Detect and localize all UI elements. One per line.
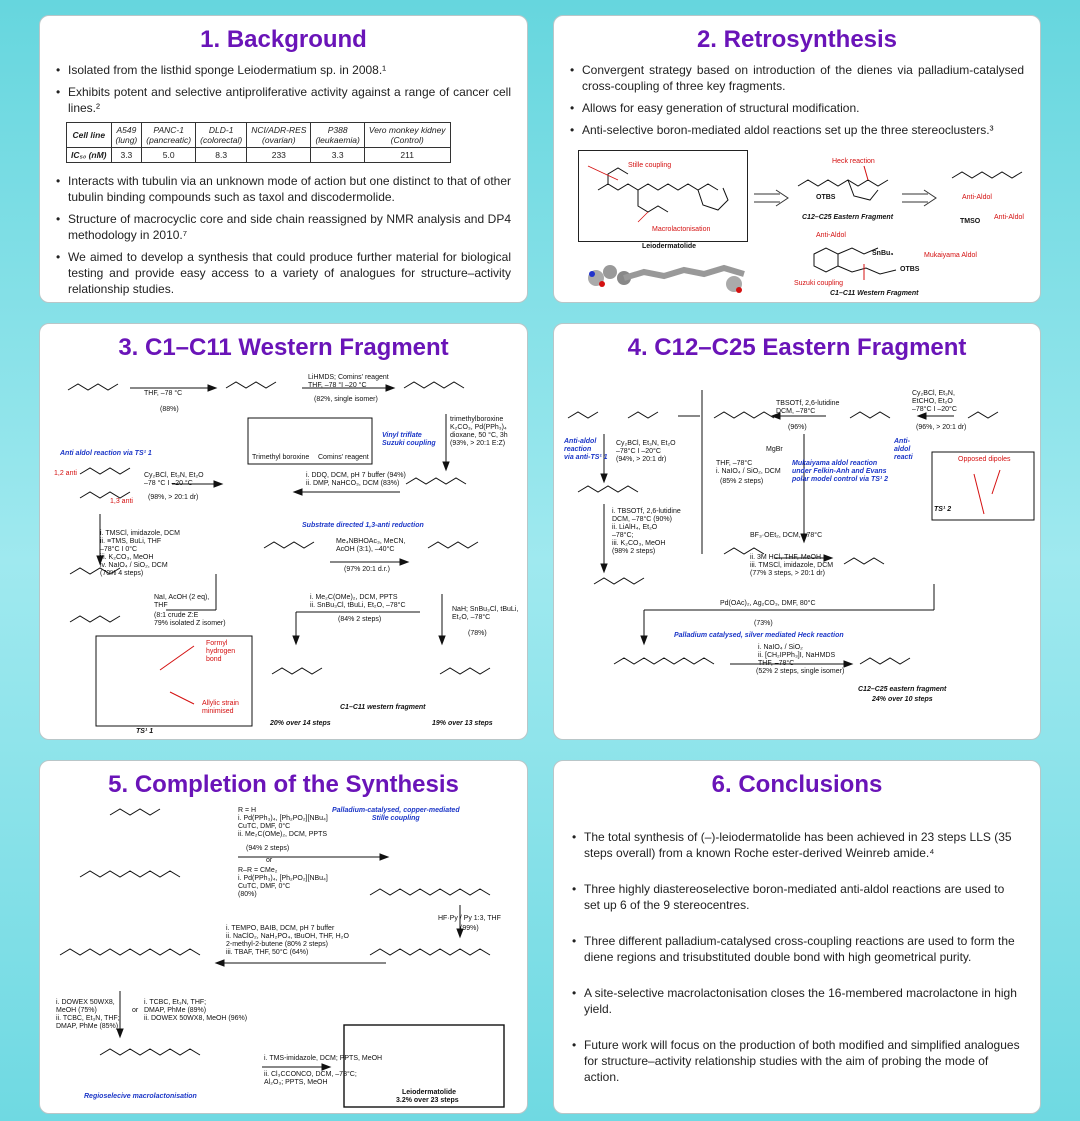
label: Cy₂BCl, Et₃N, Et₂O –78°C I –20°C (94%, > 20:1 dr): [616, 440, 676, 463]
table-cell: A549 (lung): [111, 123, 142, 148]
3d-model: [584, 254, 754, 303]
western-fragment-structure: [804, 240, 914, 284]
table-cell: P388 (leukaemia): [311, 123, 364, 148]
label: (82%, single isomer): [314, 396, 378, 403]
table-cell: DLD-1 (colorectal): [196, 123, 247, 148]
table-cell: 5.0: [142, 148, 196, 163]
label: C1–C11 Western Fragment: [830, 290, 919, 297]
retrosynthesis-scheme: [554, 146, 1041, 303]
bullet: • Three different palladium-catalysed cross-coupling reactions are used to form the diene regions and trisubstituted double bond with high geometrical purity.: [584, 933, 1022, 965]
eastern-fragment-structure: [794, 166, 904, 216]
label: TBSOTf, 2,6-lutidine DCM, –78°C: [776, 400, 840, 415]
bullet-list: [40, 173, 527, 297]
label: (88%): [160, 406, 179, 413]
label: SnBu₃: [872, 250, 894, 257]
label: 1,3 anti: [110, 498, 133, 505]
table-cell: 8.3: [196, 148, 247, 163]
label: ii. 3M HCl, THF, MeOH iii. TMSCl, imidazole, DCM (77% 3 steps, > 20:1 dr): [750, 554, 834, 577]
label: 20% over 14 steps: [270, 720, 331, 727]
bullet: • We aimed to develop a synthesis that could produce further material for biological testing and provide easy access to a variety of analogues for structure–activity relationship studies.: [68, 249, 511, 297]
bullet: • Exhibits potent and selective antiproliferative activity against a range of cancer cell lines.²: [68, 84, 511, 116]
label: i. DDQ, DCM, pH 7 buffer (94%) ii. DMP, NaHCO₃, DCM (83%): [306, 472, 406, 487]
label: Opposed dipoles: [958, 456, 1011, 463]
label: BF₃·OEt₂, DCM, –78°C: [750, 532, 823, 539]
label: TS¹ 1: [136, 728, 154, 735]
label: Mukaiyama Aldol: [924, 252, 977, 259]
label: i. TBSOTf, 2,6-lutidine DCM, –78°C (90%) ii. LiAlH₄, Et₂O –78°C; iii. K₂CO₃, MeOH (98% 2 steps): [612, 508, 681, 555]
label: Anti- aldol reacti: [894, 438, 913, 461]
retro-arrow: [754, 192, 790, 204]
label: Leiodermatolide: [402, 1089, 457, 1096]
label: C12–C25 Eastern Fragment: [802, 214, 894, 221]
label: OTBS: [816, 194, 836, 201]
label: Palladium catalysed, silver mediated Heck reaction: [674, 632, 844, 639]
label: i. TCBC, Et₃N, THF; DMAP, PhMe (89%) ii. DOWEX 50WX8, MeOH (96%): [144, 999, 248, 1022]
label: Macrolactonisation: [652, 226, 711, 233]
label: Heck reaction: [832, 158, 875, 165]
label: (8:1 crude Z:E 79% isolated Z isomer): [154, 612, 226, 627]
label: Allylic strain minimised: [202, 700, 239, 715]
label: 24% over 10 steps: [872, 696, 933, 703]
table-cell: PANC-1 (pancreatic): [142, 123, 196, 148]
western-scheme: [40, 374, 528, 740]
panel-western-fragment: [39, 323, 528, 740]
aldol-fragment-structure: [948, 164, 1032, 194]
label: Mukaiyama aldol reaction under Felkin-Anh and Evans polar model control via TS¹ 2: [792, 460, 889, 483]
panel-retrosynthesis: [553, 15, 1041, 303]
label: Anti-Aldol: [962, 194, 992, 201]
label: OTBS: [900, 266, 920, 273]
bullet-list: [554, 62, 1040, 138]
label: 1,2 anti: [54, 470, 77, 477]
label: TMSO: [960, 218, 981, 225]
completion-scheme: [40, 805, 528, 1114]
label: Cy₂BCl, Et₃N, Et₂O –78 °C I –20 °C: [144, 472, 204, 487]
label: i. TMSCl, imidazole, DCM ii. ≡TMS, BuLi, THF –78°C I 0°C iii. K₂CO₃, MeOH iv. NaIO₄ / SiO₂, DCM (70% 4 steps): [100, 530, 180, 577]
table-cell: 211: [364, 148, 450, 163]
label: (99%): [460, 925, 479, 932]
panel-conclusions: [553, 760, 1041, 1114]
label: TS¹ 2: [934, 506, 952, 513]
label: Anti-aldol reaction via anti-TS¹ 1: [564, 438, 608, 461]
table-cell: NCI/ADR-RES (ovarian): [247, 123, 311, 148]
label: C1–C11 western fragment: [340, 704, 426, 711]
label: (85% 2 steps): [720, 478, 764, 485]
eastern-scheme: [554, 374, 1041, 740]
label: Formyl hydrogen bond: [206, 640, 236, 663]
label: (94% 2 steps): [246, 845, 290, 852]
label: Leiodermatolide: [642, 243, 697, 250]
label: i. NaIO₄ / SiO₂ ii. [CH₂IPPh₃]I, NaHMDS THF, –78°C: [758, 644, 836, 667]
label: Comins' reagent: [318, 454, 369, 461]
label: R = H i. Pd(PPh₃)₄, [Ph₂PO₂][NBu₄] CuTC, DMF, 0°C ii. Me₂C(OMe)₂, DCM, PPTS: [238, 807, 328, 838]
label: Cy₂BCl, Et₃N, EtCHO, Et₂O –78°C I –20°C: [912, 390, 957, 413]
bullet: • The total synthesis of (–)-leiodermatolide has been achieved in 23 steps LLS (35 steps overall) from a known Roche ester-derived Weinreb amide.⁴: [584, 829, 1022, 861]
label: R–R = CMe₂ i. Pd(PPh₃)₄, [Ph₂PO₂][NBu₄] CuTC, DMF, 0°C (80%): [238, 867, 328, 898]
label: Me₄NBHOAc₃, MeCN, AcOH (3:1), –40°C: [336, 538, 406, 553]
label: MgBr: [766, 446, 783, 453]
table-cell: 3.3: [111, 148, 142, 163]
table-cell: 3.3: [311, 148, 364, 163]
panel-title: 3. C1–C11 Western Fragment: [118, 334, 449, 361]
label: Regioselecive macrolactonisation: [84, 1093, 197, 1100]
label: Anti aldol reaction via TS¹ 1: [60, 450, 152, 457]
table-cell: 233: [247, 148, 311, 163]
label: i. TEMPO, BAIB, DCM, pH 7 buffer ii. NaClO₂, NaH₂PO₄, tBuOH, THF, H₂O 2-methyl-2-butene (80% 2 steps) iii. TBAF, THF, 50°C (64%): [226, 925, 349, 956]
bullet: • Convergent strategy based on introduction of the dienes via palladium-catalysed cross-coupling of three key fragments.: [582, 62, 1024, 94]
bullet: • Allows for easy generation of structural modification.: [582, 100, 1024, 116]
panel-eastern-fragment: [553, 323, 1041, 740]
panel-title: 1. Background: [200, 26, 367, 53]
bullet-list: [554, 829, 1040, 1085]
label: Anti-Aldol: [994, 214, 1024, 221]
activity-table: [66, 122, 451, 163]
panel-title: 2. Retrosynthesis: [696, 26, 898, 53]
label: (73%): [754, 620, 773, 627]
bullet: • Three highly diastereoselective boron-mediated anti-aldol reactions are used to set up 6 of the 9 stereocentres.: [584, 881, 1022, 913]
label: NaH; SnBu₃Cl, tBuLi, Et₂O, –78°C: [452, 606, 519, 621]
panel-title: 5. Completion of the Synthesis: [108, 771, 459, 798]
label: Substrate directed 1,3-anti reduction: [302, 522, 424, 529]
label: Pd(OAc)₂, Ag₂CO₃, DMF, 80°C: [720, 600, 816, 607]
retro-arrow: [902, 192, 938, 204]
bullet-list: [40, 62, 527, 116]
label: (96%, > 20:1 dr): [916, 424, 967, 431]
label: Anti-Aldol: [816, 232, 846, 239]
label: THF, –78 °C: [144, 390, 183, 397]
label: Trimethyl boroxine: [252, 454, 310, 461]
table-header: IC₅₀ (nM): [67, 148, 112, 163]
label: Vinyl triflate Suzuki coupling: [382, 432, 436, 447]
bullet: • Structure of macrocyclic core and side chain reassigned by NMR analysis and DP4 methodology in 2010.⁷: [68, 211, 511, 243]
table-cell: Vero monkey kidney (Control): [364, 123, 450, 148]
table-header: Cell line: [67, 123, 112, 148]
label: (98%, > 20:1 dr): [148, 494, 199, 501]
label: (78%): [468, 630, 487, 637]
label: (84% 2 steps): [338, 616, 382, 623]
label: HF·Py / Py 1:3, THF: [438, 915, 501, 922]
label: THF, –78°C i. NaIO₄ / SiO₂, DCM: [716, 460, 781, 475]
panel-background: [39, 15, 528, 303]
bullet: • Future work will focus on the production of both modified and simplified analogues for structure–activity relationship studies with the aim of probing the mode of action.: [584, 1037, 1022, 1085]
label: LiHMDS; Comins' reagent THF, –78 °I –20 °C: [308, 374, 389, 389]
label: NaI, AcOH (2 eq), THF: [154, 594, 210, 609]
label: i. DOWEX 50WX8, MeOH (75%) ii. TCBC, Et₃N, THF; DMAP, PhMe (85%): [56, 999, 120, 1030]
label: i. Me₂C(OMe)₂, DCM, PPTS ii. SnBu₃Cl, tBuLi, Et₂O, –78°C: [310, 594, 406, 609]
bullet: • Anti-selective boron-mediated aldol reactions set up the three stereoclusters.³: [582, 122, 1024, 138]
panel-title: 4. C12–C25 Eastern Fragment: [627, 334, 967, 361]
label: 3.2% over 23 steps: [396, 1097, 459, 1104]
label: (97% 20:1 d.r.): [344, 566, 390, 573]
panel-completion: [39, 760, 528, 1114]
label: i. TMS-imidazole, DCM; PPTS, MeOH: [264, 1055, 383, 1062]
bullet: • Interacts with tubulin via an unknown mode of action but one distinct to that of other tubulin binding compounds such as taxol and discodermolide.: [68, 173, 511, 205]
label: (96%): [788, 424, 807, 431]
label: (52% 2 steps, single isomer): [756, 668, 845, 675]
label: ii. Cl₃CCONCO, DCM, –78°C; Al₂O₃; PPTS, MeOH: [264, 1071, 357, 1086]
label: or: [266, 857, 273, 864]
label: C12–C25 eastern fragment: [858, 686, 947, 693]
label: Stille coupling: [628, 162, 672, 169]
bullet: • A site-selective macrolactonisation closes the 16-membered macrolactone in high yield.: [584, 985, 1022, 1017]
label: Suzuki coupling: [794, 280, 844, 287]
bullet: • Isolated from the listhid sponge Leiodermatium sp. in 2008.¹: [68, 62, 511, 78]
label: 19% over 13 steps: [432, 720, 493, 727]
panel-title: 6. Conclusions: [711, 771, 883, 798]
label: trimethylboroxine K₂CO₃, Pd(PPh₃)₄ dioxane, 50 °C, 3h (93%, > 20:1 E:Z): [450, 416, 508, 447]
label: Palladium-catalysed, copper-mediated Stille coupling: [332, 807, 460, 822]
label: or: [132, 1007, 139, 1014]
